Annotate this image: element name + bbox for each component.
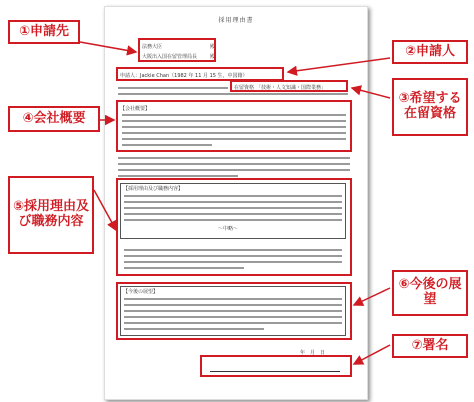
date-line: 年 月 日 [300,350,326,356]
future-heading: 【今後の展望】 [123,289,159,295]
addressee-line-2: 大阪出入国在留管理局長 [142,54,198,60]
arrow-future [354,288,390,305]
label-applicant: ②申請人 [392,40,468,64]
label-signature: ⑦署名 [392,334,468,358]
document-title: 採用理由書 [218,17,254,24]
omitted-marker: 〜中略〜 [218,226,239,232]
honorific-2: 殿 [210,54,216,60]
label-company: ④会社概要 [8,106,100,132]
label-future: ⑥今後の展望 [392,270,468,316]
label-applicant-org: ①申請先 [8,20,80,44]
applicant-line: 申請人：Jackie Chan（1982 年 11 月 15 生，中国籍） [120,73,248,79]
label-reason: ⑤採用理由及び職務内容 [8,176,94,254]
status-prefix: 在留資格 [234,85,255,91]
arrow-reason [94,190,116,230]
label-status: ③希望する在留資格 [392,78,468,136]
company-heading: 【会社概要】 [120,106,151,112]
honorific-1: 殿 [210,44,216,50]
arrow-status [352,88,390,98]
arrow-applicant [288,58,390,72]
arrow-signature [354,345,390,364]
status-value: 「技術・人文知識・国際業務」 [256,85,327,91]
reason-heading: 【採用理由及び職務内容】 [123,186,184,192]
addressee-line-1: 法務大臣 [142,44,163,50]
arrow-applicant-org [80,42,136,52]
